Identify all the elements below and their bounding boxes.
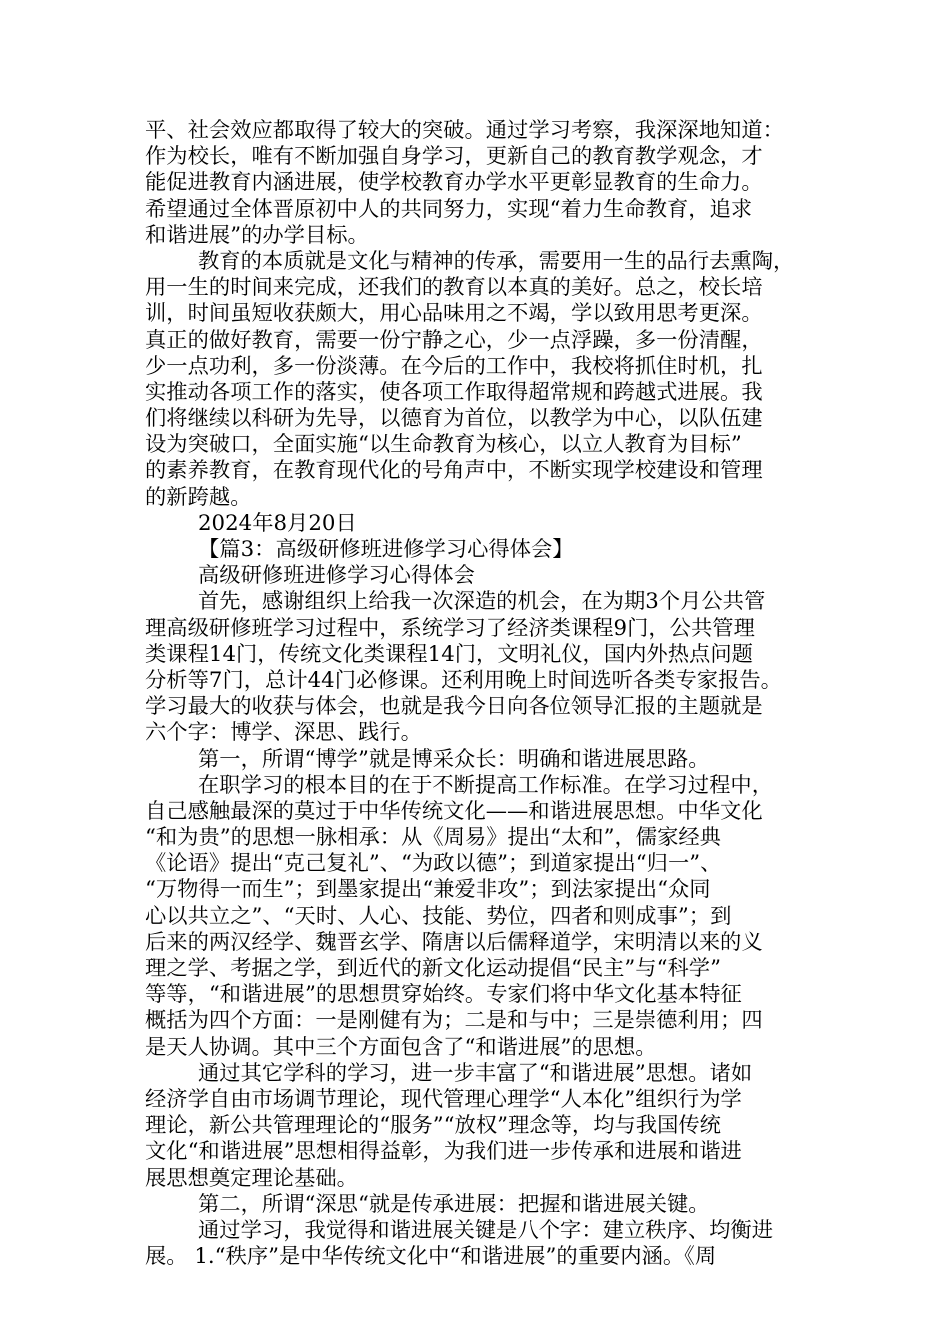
- text-line: 自己感触最深的莫过于中华传统文化——和谐进展思想。中华文化: [145, 798, 763, 824]
- text-line: 概括为四个方面：一是刚健有为；二是和与中；三是崇德利用；四: [145, 1008, 763, 1034]
- text-line: 类课程14门，传统文化类课程14门，文明礼仪，国内外热点问题: [145, 641, 753, 667]
- text-line: 【篇3：高级研修班进修学习心得体会】: [198, 537, 574, 562]
- text-line: 2024年8月20日: [198, 510, 357, 536]
- text-line: 是天人协调。其中三个方面包含了“和谐进展”的思想。: [145, 1034, 657, 1060]
- text-line: 等等，“和谐进展”的思想贯穿始终。专家们将中华文化基本特征: [145, 982, 742, 1008]
- text-line: 经济学自由市场调节理论，现代管理心理学“人本化”组织行为学: [145, 1086, 742, 1112]
- text-line: 第一，所谓“博学”就是博采众长：明确和谐进展思路。: [198, 746, 710, 772]
- text-line: 们将继续以科研为先导，以德育为首位，以教学为中心，以队伍建: [145, 406, 763, 432]
- text-line: 文化“和谐进展”思想相得益彰，为我们进一步传承和进展和谐进: [145, 1139, 742, 1165]
- text-line: 高级研修班进修学习心得体会: [198, 563, 475, 589]
- text-line: 理高级研修班学习过程中，系统学习了经济类课程9门，公共管理: [145, 615, 755, 641]
- text-line: 的素养教育，在教育现代化的号角声中，不断实现学校建设和管理: [145, 458, 763, 484]
- text-line: 训，时间虽短收获颇大，用心品味用之不竭，学以致用思考更深。: [145, 301, 763, 327]
- text-line: 和谐进展”的办学目标。: [145, 222, 369, 248]
- text-line: 设为突破口，全面实施“以生命教育为核心，以立人教育为目标”: [145, 432, 742, 458]
- text-line: 六个字：博学、深思、践行。: [145, 720, 422, 746]
- text-line: 首先，感谢组织上给我一次深造的机会，在为期3个月公共管: [198, 589, 766, 615]
- text-line: 后来的两汉经学、魏晋玄学、隋唐以后儒释道学，宋明清以来的义: [145, 929, 763, 955]
- text-line: 理论，新公共管理理论的“服务”“放权”理念等，均与我国传统: [145, 1113, 721, 1139]
- text-line: 展。 1.“秩序”是中华传统文化中“和谐进展”的重要内涵。《周: [145, 1244, 717, 1270]
- text-line: 通过其它学科的学习，进一步丰富了“和谐进展”思想。诸如: [198, 1060, 753, 1086]
- text-line: 分析等7门，总计44门必修课。还利用晚上时间选听各类专家报告。: [145, 667, 782, 693]
- text-line: 的新跨越。: [145, 484, 252, 510]
- text-line: 希望通过全体晋原初中人的共同努力，实现“着力生命教育，追求: [145, 196, 753, 222]
- text-line: 第二，所谓“深思“就是传承进展：把握和谐进展关键。: [198, 1191, 710, 1217]
- document-page: [145, 118, 805, 1270]
- text-line: 作为校长，唯有不断加强自身学习，更新自己的教育教学观念，才: [145, 144, 763, 170]
- text-line: 心以共立之”、“天时、人心、技能、势位，四者和则成事”；到: [145, 903, 732, 929]
- text-line: 实推动各项工作的落实，使各项工作取得超常规和跨越式进展。我: [145, 379, 763, 405]
- text-line: 理之学、考据之学，到近代的新文化运动提倡“民主”与“科学”: [145, 956, 721, 981]
- text-line: 真正的做好教育，需要一份宁静之心，少一点浮躁，多一份清醒，: [145, 327, 763, 353]
- text-line: 《论语》提出“克己复礼”、“为政以德”；到道家提出“归一”、: [145, 851, 722, 877]
- text-line: 展思想奠定理论基础。: [145, 1165, 358, 1191]
- text-line: 平、社会效应都取得了较大的突破。通过学习考察，我深深地知道：: [145, 118, 784, 143]
- text-line: 在职学习的根本目的在于不断提高工作标准。在学习过程中，: [198, 772, 774, 798]
- text-line: 能促进教育内涵进展，使学校教育办学水平更彰显教育的生命力。: [145, 170, 763, 196]
- text-line: “万物得一而生”；到墨家提出“兼爱非攻”；到法家提出“众同: [145, 877, 711, 903]
- text-line: 通过学习，我觉得和谐进展关键是八个字：建立秩序、均衡进: [198, 1217, 774, 1243]
- text-line: 用一生的时间来完成，还我们的教育以本真的美好。总之，校长培: [145, 275, 763, 301]
- text-line: 少一点功利，多一份淡薄。在今后的工作中，我校将抓住时机，扎: [145, 353, 763, 379]
- text-line: 学习最大的收获与体会，也就是我今日向各位领导汇报的主题就是: [145, 694, 763, 720]
- text-line: 教育的本质就是文化与精神的传承，需要用一生的品行去熏陶，: [198, 248, 795, 274]
- text-line: “和为贵”的思想一脉相承：从《周易》提出“太和”，儒家经典: [145, 825, 721, 851]
